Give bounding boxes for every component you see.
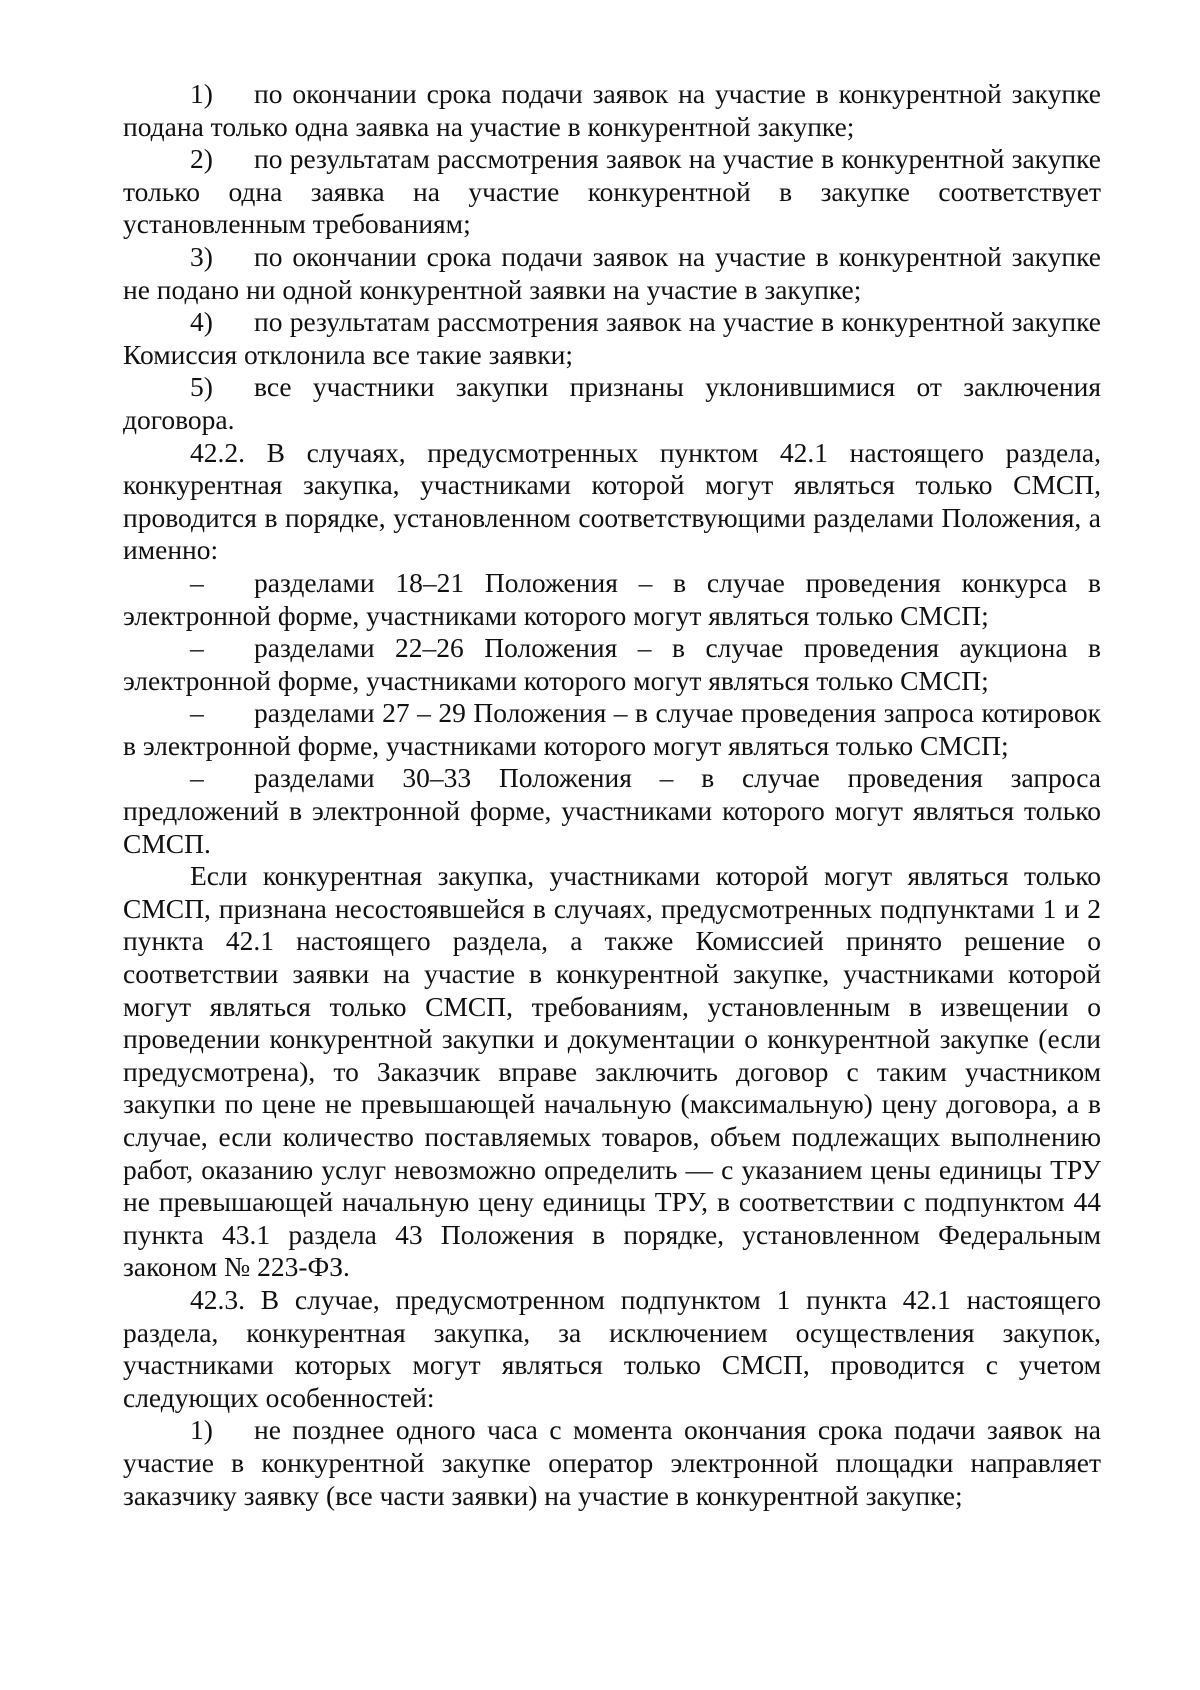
list-item-text: по результатам рассмотрения заявок на участие в конкурентной закупке Комиссия отклонила все такие заявки;	[123, 306, 1101, 370]
list-marker: 1)	[190, 78, 213, 109]
dash-marker: –	[190, 697, 204, 729]
dash-item-text: разделами 30–33 Положения – в случае проведения запроса предложений в электронной форме, участниками которого могут являться только СМСП.	[123, 762, 1101, 859]
dash-item-text: разделами 27 – 29 Положения – в случае проведения запроса котировок в электронной форме, участниками которого могут являться только СМСП;	[123, 697, 1101, 761]
dash-marker: –	[190, 566, 204, 598]
list-item-text: по окончании срока подачи заявок на участие в конкурентной закупке подана только одна заявка на участие в конкурентной закупке;	[123, 78, 1101, 142]
list-marker: 3)	[190, 240, 213, 272]
list-item-text: все участники закупки признаны уклонившимися от заключения договора.	[123, 371, 1101, 435]
list-marker: 2)	[190, 143, 213, 175]
list-marker: 1)	[190, 1414, 213, 1446]
list-item	[123, 371, 1101, 436]
list-item-text: по результатам рассмотрения заявок на участие в конкурентной закупке только одна заявка на участие конкурентной в закупке соответствует установленным требованиям;	[123, 143, 1101, 240]
paragraph-42-2: 42.2. В случаях, предусмотренных пунктом 42.1 настоящего раздела, конкурентная закупка, участниками которой могут являться только СМСП, проводится в порядке, установленном соответствующими разделами Положения, а именно:	[123, 436, 1101, 566]
dash-marker: –	[190, 762, 204, 794]
list-item-text: по окончании срока подачи заявок на участие в конкурентной закупке не подано ни одной конкурентной заявки на участие в закупке;	[123, 240, 1101, 305]
paragraph-if: Если конкурентная закупка, участниками которой могут являться только СМСП, признана несостоявшейся в случаях, предусмотренных подпунктами 1 и 2 пункта 42.1 настоящего раздела, а также Комиссией принято решение о соответствии заявки на участие в конкурентной закупке, участниками которой могут являться только СМСП, требованиям, установленным в извещении о проведении конкурентной закупки и документации о конкурентной закупке (если предусмотрена), то Заказчик вправе заключить договор с таким участником закупки по цене не превышающей начальную (максимальную) цену договора, а в случае, если количество поставляемых товаров, объем подлежащих выполнению работ, оказанию услуг невозможно определить — с указанием цены единицы ТРУ не превышающей начальную цену единицы ТРУ, в соответствии с подпунктом 44 пункта 43.1 раздела 43 Положения в порядке, установленном Федеральным законом № 223-ФЗ.	[123, 860, 1101, 1283]
list-item	[123, 143, 1101, 241]
dash-list-item	[123, 567, 1101, 632]
dash-list-item	[123, 762, 1101, 860]
list-item	[123, 241, 1101, 306]
list-item	[123, 306, 1101, 371]
dash-list-item	[123, 632, 1101, 697]
dash-item-text: разделами 18–21 Положения – в случае проведения конкурса в электронной форме, участниками которого могут являться только СМСП;	[123, 566, 1101, 631]
list-marker: 5)	[190, 371, 213, 403]
list-item-text: не позднее одного часа с момента окончания срока подачи заявок на участие в конкурентной закупке оператор электронной площадки направляет заказчику заявку (все части заявки) на участие в конкурентной закупке;	[123, 1414, 1101, 1511]
dash-list-item	[123, 697, 1101, 762]
document-body	[123, 78, 1101, 1512]
list-item	[123, 78, 1101, 143]
list-item	[123, 1414, 1101, 1512]
list-marker: 4)	[190, 306, 213, 338]
dash-marker: –	[190, 632, 204, 664]
dash-item-text: разделами 22–26 Положения – в случае проведения аукциона в электронной форме, участниками которого могут являться только СМСП;	[123, 632, 1101, 696]
paragraph-42-3: 42.3. В случае, предусмотренном подпунктом 1 пункта 42.1 настоящего раздела, конкурентная закупка, за исключением осуществления закупок, участниками которых могут являться только СМСП, проводится с учетом следующих особенностей:	[123, 1283, 1101, 1413]
